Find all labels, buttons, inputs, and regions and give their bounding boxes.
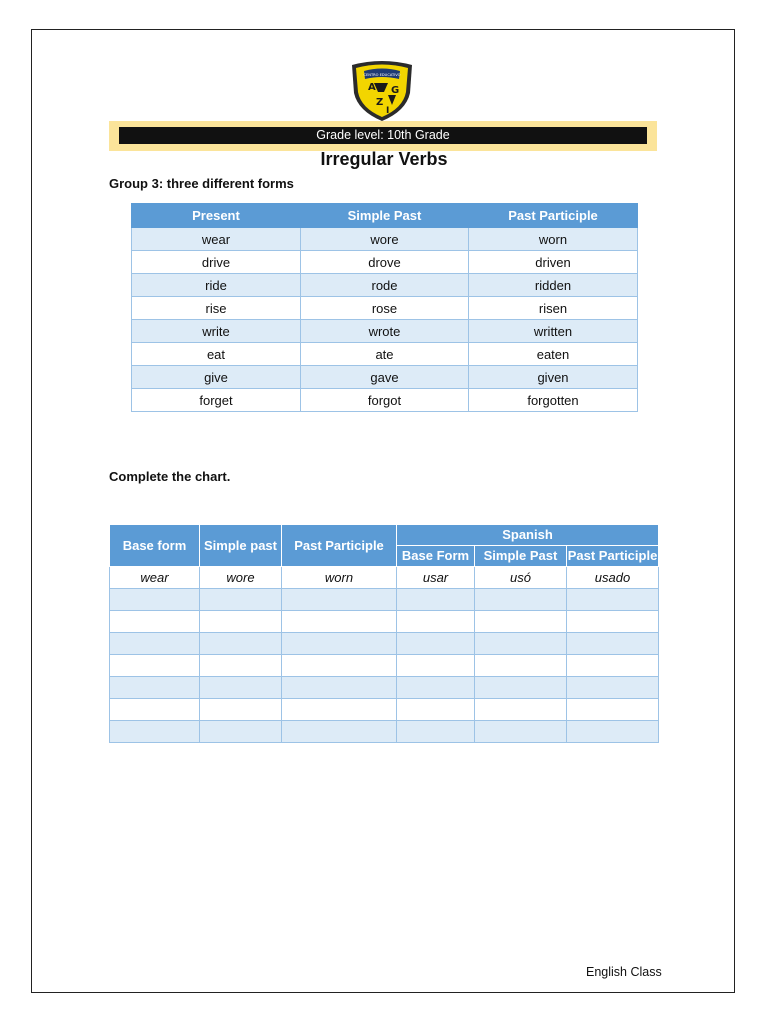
cell-present: drive: [132, 251, 301, 274]
blank-cell[interactable]: [567, 633, 659, 655]
cell-simple-past: rode: [301, 274, 469, 297]
svg-text:A: A: [368, 82, 376, 93]
blank-cell[interactable]: [282, 699, 397, 721]
header-spanish-base-form: Base Form: [397, 546, 475, 567]
blank-cell[interactable]: [567, 699, 659, 721]
blank-cell[interactable]: [110, 589, 200, 611]
blank-cell[interactable]: [475, 589, 567, 611]
page-title: Irregular Verbs: [320, 149, 448, 169]
blank-cell[interactable]: [110, 721, 200, 743]
blank-cell[interactable]: [200, 677, 282, 699]
cell-past-participle: worn: [282, 567, 397, 589]
blank-cell[interactable]: [110, 633, 200, 655]
cell-present: eat: [132, 343, 301, 366]
blank-cell[interactable]: [397, 699, 475, 721]
blank-cell[interactable]: [397, 677, 475, 699]
blank-cell[interactable]: [282, 589, 397, 611]
table-row: [132, 343, 638, 366]
blank-cell[interactable]: [200, 721, 282, 743]
header-simple-past: Simple Past: [301, 204, 469, 228]
footer-text: English Class: [586, 965, 662, 979]
header-present: Present: [132, 204, 301, 228]
blank-cell[interactable]: [282, 655, 397, 677]
blank-cell[interactable]: [200, 633, 282, 655]
blank-cell[interactable]: [475, 677, 567, 699]
blank-cell[interactable]: [110, 611, 200, 633]
cell-simple-past: wore: [301, 228, 469, 251]
cell-past-participle: risen: [469, 297, 638, 320]
cell-simple-past: wore: [200, 567, 282, 589]
header-past-participle: Past Participle: [282, 525, 397, 567]
chart-header-row: [110, 525, 659, 546]
table-row: [132, 297, 638, 320]
table-row: [132, 251, 638, 274]
cell-present: write: [132, 320, 301, 343]
cell-present: forget: [132, 389, 301, 412]
blank-cell[interactable]: [397, 589, 475, 611]
header-spanish: Spanish: [397, 525, 659, 546]
cell-simple-past: ate: [301, 343, 469, 366]
blank-cell[interactable]: [475, 699, 567, 721]
blank-cell[interactable]: [200, 655, 282, 677]
blank-cell[interactable]: [282, 633, 397, 655]
cell-past-participle: forgotten: [469, 389, 638, 412]
cell-present: ride: [132, 274, 301, 297]
table-row: [132, 320, 638, 343]
blank-cell[interactable]: [567, 655, 659, 677]
blank-cell[interactable]: [475, 611, 567, 633]
cell-present: wear: [132, 228, 301, 251]
blank-cell[interactable]: [200, 589, 282, 611]
blank-cell[interactable]: [567, 721, 659, 743]
blank-row: [110, 655, 659, 677]
blank-cell[interactable]: [397, 633, 475, 655]
cell-past-participle: given: [469, 366, 638, 389]
table-header-row: [132, 204, 638, 228]
blank-cell[interactable]: [397, 721, 475, 743]
cell-simple-past: rose: [301, 297, 469, 320]
blank-cell[interactable]: [475, 721, 567, 743]
cell-present: rise: [132, 297, 301, 320]
blank-cell[interactable]: [282, 611, 397, 633]
blank-cell[interactable]: [567, 677, 659, 699]
blank-cell[interactable]: [282, 721, 397, 743]
blank-cell[interactable]: [200, 611, 282, 633]
grade-level-text: Grade level: 10th Grade: [119, 127, 647, 144]
blank-row: [110, 677, 659, 699]
complete-the-chart-table: [109, 524, 659, 743]
cell-present: give: [132, 366, 301, 389]
table-row: [132, 274, 638, 297]
irregular-verbs-table: [131, 203, 638, 412]
blank-row: [110, 589, 659, 611]
blank-row: [110, 699, 659, 721]
blank-cell[interactable]: [475, 633, 567, 655]
blank-cell[interactable]: [200, 699, 282, 721]
cell-spanish-past-participle: usado: [567, 567, 659, 589]
cell-past-participle: written: [469, 320, 638, 343]
blank-cell[interactable]: [567, 611, 659, 633]
svg-text:G: G: [391, 85, 400, 96]
header-spanish-simple-past: Simple Past: [475, 546, 567, 567]
table-row: [132, 366, 638, 389]
cell-past-participle: ridden: [469, 274, 638, 297]
svg-text:I: I: [386, 106, 390, 116]
header-simple-past: Simple past: [200, 525, 282, 567]
cell-past-participle: worn: [469, 228, 638, 251]
blank-cell[interactable]: [110, 655, 200, 677]
cell-simple-past: drove: [301, 251, 469, 274]
cell-past-participle: eaten: [469, 343, 638, 366]
group-heading: Group 3: three different forms: [109, 176, 294, 191]
blank-cell[interactable]: [282, 677, 397, 699]
blank-cell[interactable]: [475, 655, 567, 677]
blank-row: [110, 721, 659, 743]
svg-text:CENTRO EDUCATIVO: CENTRO EDUCATIVO: [363, 73, 401, 77]
cell-simple-past: gave: [301, 366, 469, 389]
svg-text:Z: Z: [376, 97, 384, 108]
header-base-form: Base form: [110, 525, 200, 567]
table-row: [132, 228, 638, 251]
cell-base-form: wear: [110, 567, 200, 589]
blank-cell[interactable]: [567, 589, 659, 611]
header-spanish-past-participle: Past Participle: [567, 546, 659, 567]
cell-spanish-simple-past: usó: [475, 567, 567, 589]
school-crest-logo: [348, 59, 416, 123]
blank-row: [110, 611, 659, 633]
cell-simple-past: wrote: [301, 320, 469, 343]
blank-cell[interactable]: [397, 655, 475, 677]
blank-row: [110, 633, 659, 655]
instruction-text: Complete the chart.: [109, 469, 231, 484]
cell-spanish-base-form: usar: [397, 567, 475, 589]
cell-simple-past: forgot: [301, 389, 469, 412]
table-row: [132, 389, 638, 412]
grade-level-banner: [109, 121, 657, 151]
blank-cell[interactable]: [397, 611, 475, 633]
cell-past-participle: driven: [469, 251, 638, 274]
header-past-participle: Past Participle: [469, 204, 638, 228]
blank-cell[interactable]: [110, 677, 200, 699]
page-border: [31, 29, 735, 993]
blank-cell[interactable]: [110, 699, 200, 721]
example-row: [110, 567, 659, 589]
